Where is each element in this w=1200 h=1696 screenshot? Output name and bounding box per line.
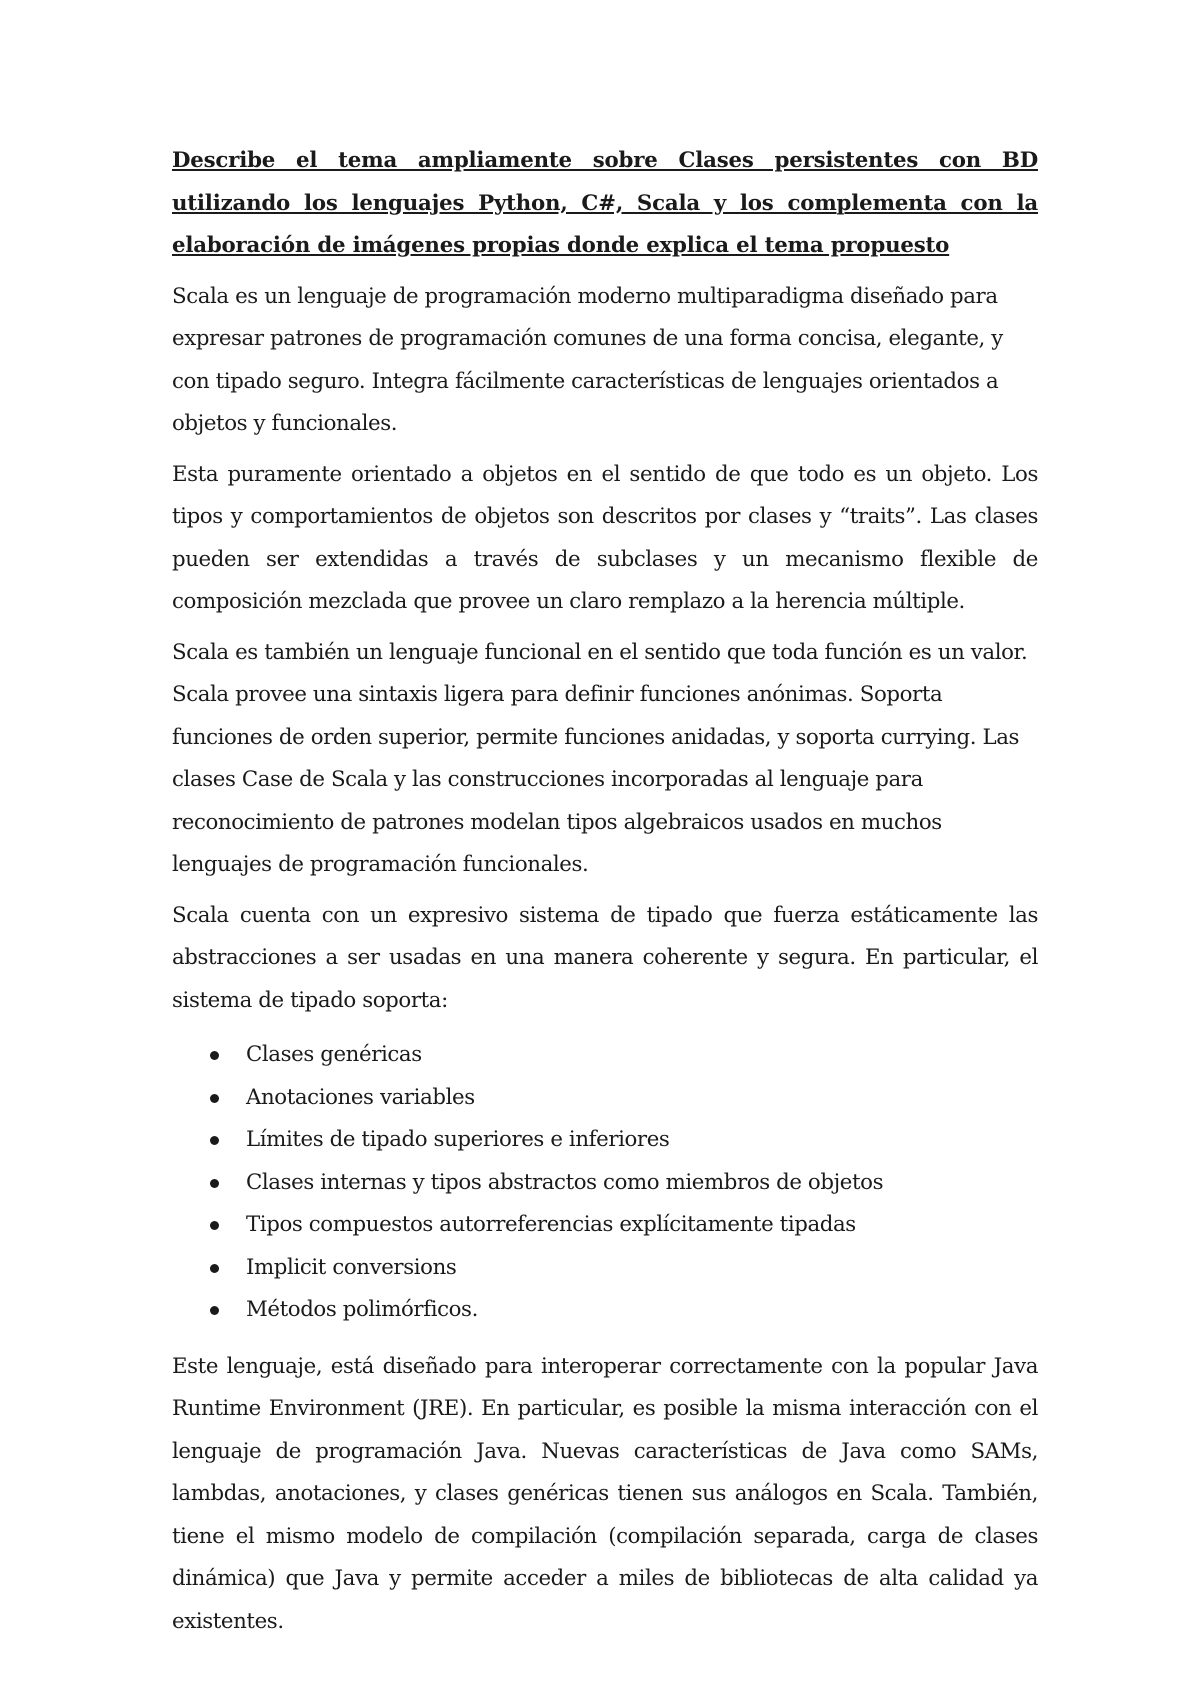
bullet-icon [210,1094,219,1103]
paragraph-functional: Scala es también un lenguaje funcional en el sentido que toda función es un valor. Scala provee una sintaxis ligera para definir funciones anónimas. Soporta funciones de orden superior, permite funciones anidadas, y soporta currying. Las clases Case de Scala y las construcciones incorporadas al lenguaje para reconocimiento de patrones modelan tipos algebraicos usados en muchos lenguajes de programación funcionales. [172,639,1028,877]
list-item-text: Clases genéricas [246,1042,422,1067]
paragraph-type-system: Scala cuenta con un expresivo sistema de tipado que fuerza estáticamente las abstracciones a ser usadas en una manera coherente y segura. En particular, el sistema de tipado soporta: [172,902,1038,1013]
paragraph-interoperability: Este lenguaje, está diseñado para interoperar correctamente con la popular Java Runtime Environment (JRE). En particular, es posible la misma interacción con el lenguaje de programación Java. Nuevas características de Java como SAMs, lambdas, anotaciones, y clases genéricas tienen sus análogos en Scala. También, tiene el mismo modelo de compilación (compilación separada, carga de clases dinámica) que Java y permite acceder a miles de bibliotecas de alta calidad ya existentes. [172,1353,1038,1634]
bullet-icon [210,1221,219,1230]
type-system-feature-list [172,1034,1038,1332]
list-item [172,1289,1038,1332]
list-item [172,1204,1038,1247]
list-item-text: Métodos polimórficos. [246,1297,478,1322]
bullet-icon [210,1136,219,1145]
paragraph-object-oriented: Esta puramente orientado a objetos en el sentido de que todo es un objeto. Los tipos y comportamientos de objetos son descritos por clases y “traits”. Las clases pueden ser extendidas a través de subclases y un mecanismo flexible de composición mezclada que provee un claro remplazo a la herencia múltiple. [172,461,1038,614]
bullet-icon [210,1051,219,1060]
list-item-text: Clases internas y tipos abstractos como miembros de objetos [246,1169,884,1195]
bullet-icon [210,1179,219,1188]
document-page [172,140,1038,1651]
list-item-text: Anotaciones variables [246,1084,475,1110]
list-item [172,1119,1038,1162]
paragraph-intro: Scala es un lenguaje de programación moderno multiparadigma diseñado para expresar patrones de programación comunes de una forma concisa, elegante, y con tipado seguro. Integra fácilmente características de lenguajes orientados a objetos y funcionales. [172,283,1003,436]
list-item-text: Tipos compuestos autorreferencias explícitamente tipadas [246,1212,856,1237]
list-item [172,1077,1038,1120]
list-item-text: Implicit conversions [246,1254,457,1280]
document-heading: Describe el tema ampliamente sobre Clases persistentes con BD utilizando los lenguajes Python, C#, Scala y los complementa con la elaboración de imágenes propias donde explica el tema propuesto [172,148,1038,258]
bullet-icon [210,1264,219,1273]
list-item-text: Límites de tipado superiores e inferiores [246,1127,670,1152]
list-item [172,1247,1038,1290]
list-item [172,1034,1038,1077]
bullet-icon [210,1306,219,1315]
list-item [172,1162,1038,1205]
